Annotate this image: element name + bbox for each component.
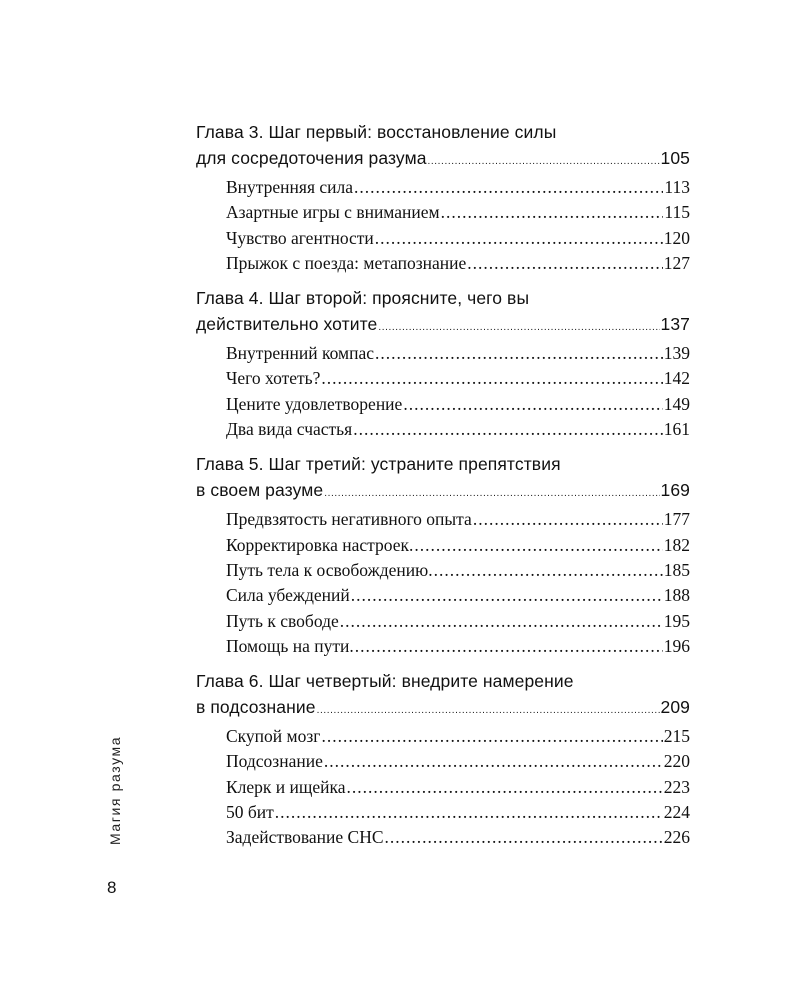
dot-leader [321, 366, 662, 391]
section-page-number: 226 [663, 827, 690, 848]
dot-leader [324, 749, 663, 774]
section-page-number: 120 [663, 227, 690, 248]
section-page-number: 223 [663, 776, 690, 797]
chapter-title-line1 [196, 451, 690, 477]
section-entry [196, 507, 690, 532]
section-entry [196, 533, 690, 558]
section-entry [196, 558, 690, 583]
section-entry [196, 609, 690, 634]
chapter-page-number: 209 [660, 697, 690, 718]
dot-leader [378, 311, 659, 341]
section-entry [196, 634, 690, 659]
dot-leader [403, 392, 662, 417]
section-page-number: 185 [663, 559, 690, 580]
dot-leader [441, 200, 664, 225]
dot-leader [275, 800, 663, 825]
dot-leader [375, 226, 663, 251]
section-title: Прыжок с поезда: метапознание [226, 252, 467, 273]
chapter-4 [196, 285, 690, 442]
dot-leader [340, 609, 663, 634]
section-entry [196, 341, 690, 366]
section-title: Чего хотеть? [226, 368, 321, 389]
section-page-number: 224 [663, 802, 690, 823]
chapter-title-text: в своем разуме [196, 480, 324, 501]
section-entry [196, 583, 690, 608]
dot-leader [353, 417, 663, 442]
chapter-title-text: Глава 5. Шаг третий: устраните препятствия [196, 454, 561, 475]
section-page-number: 220 [663, 751, 690, 772]
section-entry [196, 200, 690, 225]
section-page-number: 182 [663, 534, 690, 555]
dot-leader [414, 533, 662, 558]
chapter-title-line2 [196, 145, 690, 175]
dot-leader [473, 507, 663, 532]
section-page-number: 161 [663, 419, 690, 440]
section-page-number: 177 [663, 509, 690, 530]
section-title: Корректировка настроек. [226, 534, 414, 555]
section-title: Два вида счастья [226, 419, 353, 440]
section-page-number: 142 [663, 368, 690, 389]
section-title: Помощь на пути. [226, 635, 354, 656]
section-title: Путь тела к освобождению. [226, 559, 433, 580]
section-page-number: 215 [663, 726, 690, 747]
section-entry [196, 825, 690, 850]
section-entry [196, 251, 690, 276]
section-title: Предвзятость негативного опыта [226, 509, 472, 530]
section-title: Путь к свободе [226, 610, 339, 631]
chapter-title-text: Глава 6. Шаг четвертый: внедрите намерение [196, 671, 574, 692]
chapter-6 [196, 668, 690, 850]
section-entry [196, 800, 690, 825]
chapter-title-line2 [196, 694, 690, 724]
section-title: Сила убеждений [226, 585, 350, 606]
dot-leader [434, 558, 663, 583]
chapter-5 [196, 451, 690, 659]
section-page-number: 113 [664, 177, 690, 197]
section-entry [196, 226, 690, 251]
chapter-3 [196, 119, 690, 276]
chapter-title-line1 [196, 285, 690, 311]
section-page-number: 115 [664, 202, 690, 223]
dot-leader [355, 634, 663, 659]
dot-leader [321, 724, 662, 749]
section-title: 50 бит [226, 802, 274, 823]
chapter-title-text: для сосредоточения разума [196, 148, 427, 168]
section-entry [196, 724, 690, 749]
section-entry [196, 417, 690, 442]
dot-leader [428, 145, 660, 175]
section-page-number: 195 [663, 610, 690, 631]
section-title: Чувство агентности [226, 227, 374, 248]
chapter-title-line1 [196, 668, 690, 694]
chapter-page-number: 105 [660, 148, 690, 168]
section-title: Задействование СНС [226, 827, 384, 848]
chapter-title-text: действительно хотите [196, 314, 378, 335]
section-entry [196, 175, 690, 200]
dot-leader [385, 825, 663, 850]
running-head: Магия разума [107, 735, 123, 845]
dot-leader [351, 583, 663, 608]
section-page-number: 149 [663, 393, 690, 414]
section-title: Цените удовлетворение [226, 393, 403, 414]
section-page-number: 188 [663, 585, 690, 606]
section-entry [196, 775, 690, 800]
section-page-number: 127 [663, 252, 690, 273]
dot-leader [347, 775, 663, 800]
section-entry [196, 392, 690, 417]
section-entry [196, 366, 690, 391]
section-title: Скупой мозг [226, 726, 321, 747]
section-title: Внутренний компас [226, 343, 375, 364]
dot-leader [324, 477, 659, 507]
section-page-number: 139 [663, 343, 690, 364]
chapter-title-text: Глава 3. Шаг первый: восстановление силы [196, 122, 557, 142]
chapter-title-line2 [196, 311, 690, 341]
dot-leader [317, 694, 660, 724]
section-title: Клерк и ищейка [226, 776, 346, 797]
chapter-title-line2 [196, 477, 690, 507]
section-title: Подсознание [226, 751, 323, 772]
section-title: Внутренняя сила [226, 177, 354, 197]
section-entry [196, 749, 690, 774]
page-number: 8 [107, 878, 117, 897]
chapter-title-text: Глава 4. Шаг второй: проясните, чего вы [196, 288, 530, 309]
chapter-page-number: 169 [660, 480, 690, 501]
dot-leader [354, 175, 663, 200]
chapter-title-text: в подсознание [196, 697, 316, 718]
table-of-contents [196, 119, 690, 851]
chapter-title-line1 [196, 119, 690, 145]
section-title: Азартные игры с вниманием [226, 202, 440, 223]
dot-leader [375, 341, 663, 366]
dot-leader [467, 251, 662, 276]
section-page-number: 196 [663, 635, 690, 656]
chapter-page-number: 137 [660, 314, 690, 335]
